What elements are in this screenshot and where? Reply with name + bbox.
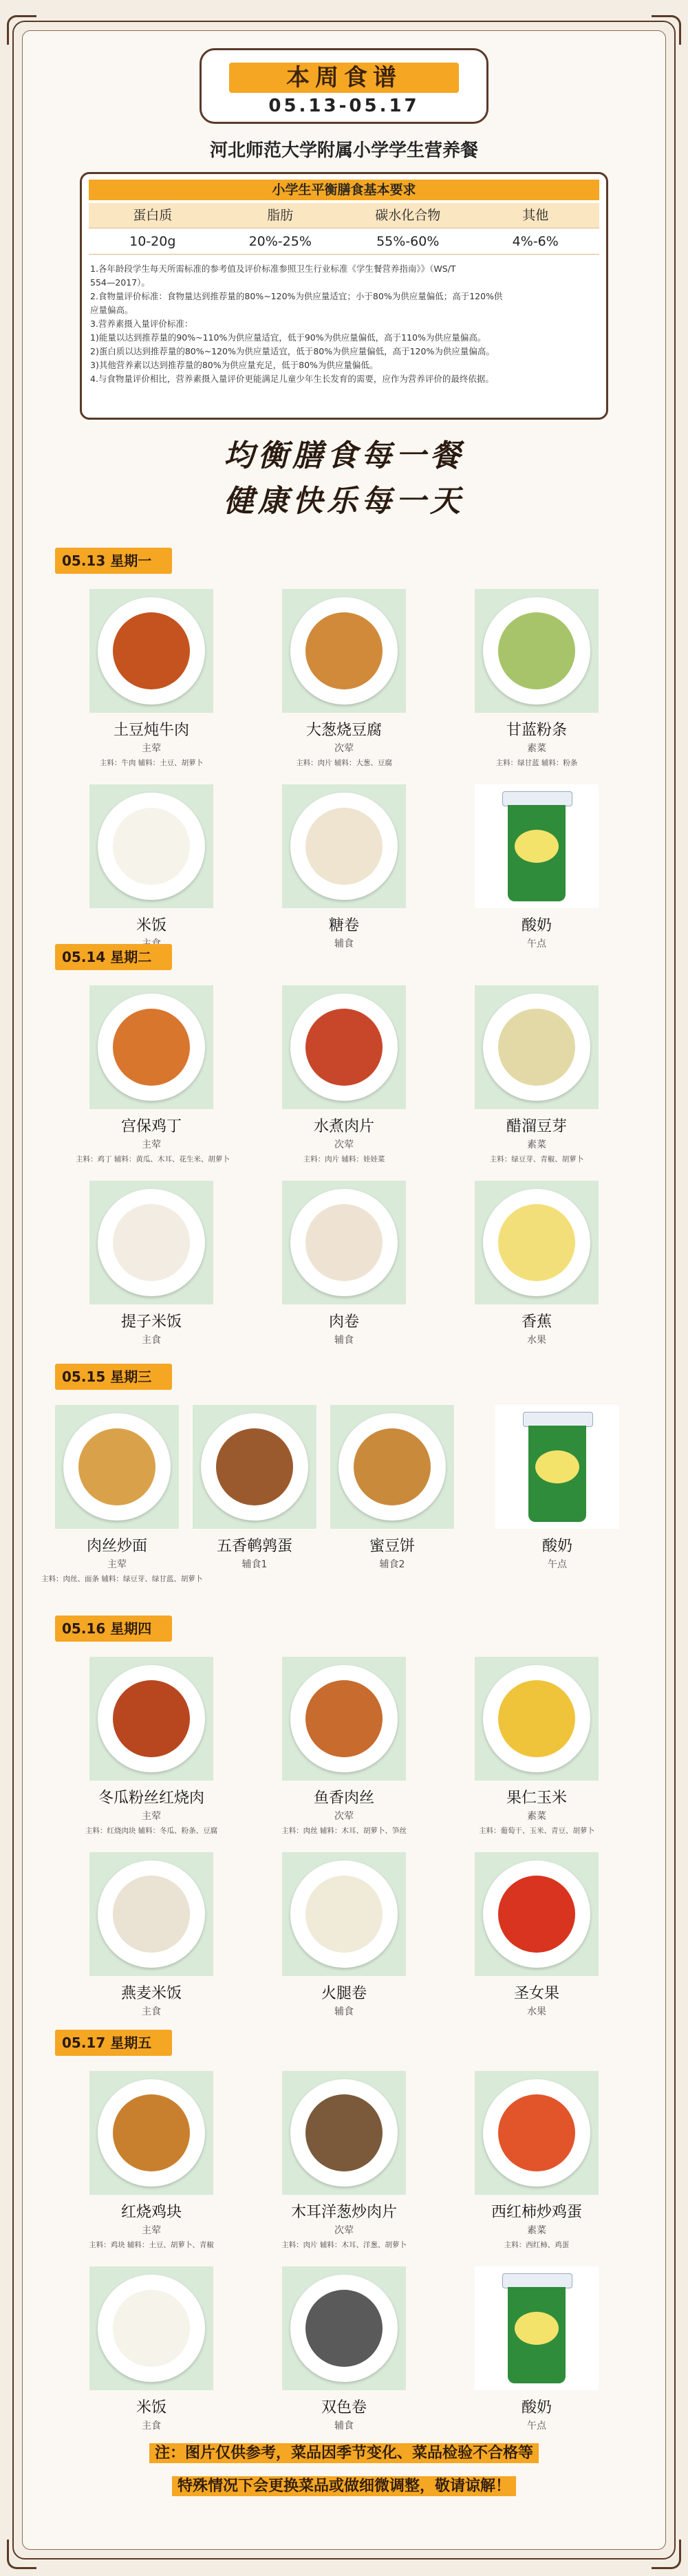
standard-note: 554—2017）。 [90, 277, 150, 288]
dish-card [268, 2071, 420, 2250]
standard-value: 20%-25% [248, 234, 312, 249]
food-icon [78, 1428, 155, 1505]
standard-header-row [89, 203, 599, 228]
dish-photo [89, 1181, 213, 1305]
dish-photo [89, 2071, 213, 2195]
food-icon [498, 1680, 575, 1757]
dish-name: 提子米饭 [120, 1313, 182, 1331]
dish-name: 糖卷 [328, 917, 359, 934]
dish-name: 酸奶 [541, 1538, 572, 1555]
dish-type: 水果 [527, 1335, 546, 1346]
corner-ornament [652, 15, 681, 45]
dish-type: 主食 [142, 2421, 161, 2432]
dish-type: 主荤 [142, 743, 161, 754]
dish-photo [475, 1181, 599, 1305]
dish-photo [282, 985, 406, 1109]
dish-name: 酸奶 [521, 2399, 552, 2416]
footer-note [0, 2441, 688, 2462]
dish-ingredients: 主料：红烧肉块 辅料：冬瓜、粉条、豆腐 [85, 1827, 218, 1835]
dish-photo [89, 1852, 213, 1976]
standard-note: 3)其他营养素以达到推荐量的80%为供应量充足，低于80%为供应量偏低。 [90, 360, 378, 370]
slogan-line: 均衡膳食每一餐 [224, 438, 464, 473]
dish-photo [475, 1657, 599, 1781]
dish-card [76, 1181, 227, 1346]
dish-photo [475, 1852, 599, 1976]
dish-name: 西红柿炒鸡蛋 [491, 2204, 582, 2221]
standard-notes [90, 262, 599, 386]
yogurt-lid [523, 1412, 593, 1427]
food-icon [216, 1428, 293, 1505]
dish-card [461, 1852, 612, 2018]
yogurt-lid [502, 2273, 572, 2288]
dish-photo [89, 589, 213, 713]
dish-name: 冬瓜粉丝红烧肉 [98, 1790, 204, 1807]
dish-ingredients: 主料：牛肉 辅料：土豆、胡萝卜 [99, 759, 204, 767]
dish-photo [89, 1657, 213, 1781]
food-icon [113, 1680, 190, 1757]
dish-name: 五香鹌鹑蛋 [216, 1538, 292, 1555]
standard-title: 小学生平衡膳食基本要求 [89, 180, 599, 200]
dish-photo [89, 784, 213, 908]
food-icon [305, 1876, 383, 1953]
dish-card [461, 589, 612, 768]
dish-card [76, 2266, 227, 2432]
standard-column-header: 碳水化合物 [375, 208, 441, 223]
dish-type: 主食 [142, 1335, 161, 1346]
dish-photo [89, 985, 213, 1109]
yogurt-label [515, 2312, 559, 2345]
nutrition-standard-box [80, 172, 608, 420]
corner-ornament [7, 2540, 36, 2569]
dish-ingredients: 主料：肉丝 辅料：木耳、胡萝卜、笋丝 [281, 1827, 407, 1835]
dish-card [461, 784, 612, 950]
dish-photo [475, 784, 599, 908]
dish-ingredients: 主料：西红柿、鸡蛋 [504, 2241, 570, 2249]
slogan-line: 健康快乐每一天 [224, 484, 464, 519]
standard-note: 1.各年龄段学生每天所需标准的参考值及评价标准参照卫生行业标准《学生餐营养指南》》（WS/T [90, 264, 456, 274]
standard-column-header: 脂肪 [267, 208, 294, 223]
dish-card [76, 1657, 227, 1836]
dish-photo [475, 2266, 599, 2390]
dish-type: 素菜 [527, 1811, 546, 1822]
food-icon [113, 2290, 190, 2367]
dish-ingredients: 主料：鸡丁 辅料：黄瓜、木耳、花生米、胡萝卜 [76, 1155, 230, 1163]
dish-photo [89, 2266, 213, 2390]
dish-type: 素菜 [527, 2225, 546, 2236]
standard-column-header: 其他 [522, 208, 549, 223]
dish-type: 主荤 [142, 1811, 161, 1822]
page-title: 本周食谱 [229, 63, 459, 93]
dish-card [268, 1657, 420, 1836]
dish-card [461, 985, 612, 1164]
dish-photo [55, 1405, 179, 1529]
standard-note: 应量偏高。 [90, 305, 133, 315]
dish-name: 米饭 [136, 2399, 166, 2416]
dish-card [76, 1852, 227, 2018]
food-icon [354, 1428, 431, 1505]
food-icon [113, 2094, 190, 2171]
dish-name: 火腿卷 [321, 1985, 367, 2002]
dish-card [76, 985, 230, 1164]
dish-photo [475, 589, 599, 713]
week-dates: 05.13-05.17 [268, 96, 420, 116]
food-icon [305, 1680, 383, 1757]
dish-photo [193, 1405, 316, 1529]
day-label: 05.15 星期三 [55, 1364, 172, 1390]
dish-name: 燕麦米饭 [120, 1985, 182, 2002]
dish-card [76, 784, 227, 950]
dish-photo [282, 1181, 406, 1305]
dish-name: 甘蓝粉条 [506, 722, 567, 739]
dish-name: 果仁玉米 [506, 1790, 567, 1807]
dish-name: 水煮肉片 [313, 1118, 374, 1135]
footer-line: 特殊情况下会更换菜品或做细微调整，敬请谅解！ [172, 2476, 516, 2496]
dish-card [268, 985, 420, 1164]
dish-type: 次荤 [334, 2225, 354, 2236]
dish-photo [282, 784, 406, 908]
day-label: 05.17 星期五 [55, 2030, 172, 2056]
dish-photo [282, 1852, 406, 1976]
standard-note: 4.与食物量评价相比，营养素摄入量评价更能满足儿童少年生长发育的需要，应作为营养评价的最终依据。 [90, 374, 494, 384]
yogurt-cup-icon [502, 791, 571, 901]
footer-line: 注：图片仅供参考，菜品因季节变化、菜品检验不合格等 [149, 2443, 539, 2463]
food-icon [498, 1204, 575, 1281]
dish-card [316, 1405, 468, 1571]
dish-ingredients: 主料：肉片 辅料：大葱、豆腐 [296, 759, 392, 767]
dish-type: 辅食1 [241, 1559, 268, 1570]
dish-photo [282, 1657, 406, 1781]
dish-photo [475, 985, 599, 1109]
dish-photo [475, 2071, 599, 2195]
dish-type: 辅食 [334, 938, 354, 949]
dish-name: 大葱烧豆腐 [305, 722, 382, 739]
dish-card [76, 589, 227, 768]
food-icon [498, 2094, 575, 2171]
dish-name: 酸奶 [521, 917, 552, 934]
standard-value: 55%-60% [376, 234, 440, 249]
yogurt-label [535, 1450, 579, 1483]
dish-name: 肉丝炒面 [86, 1538, 147, 1555]
dish-type: 素菜 [527, 1139, 546, 1150]
dish-name: 肉卷 [328, 1313, 359, 1331]
dish-ingredients: 主料：鸡块 辅料：土豆、胡萝卜、青椒 [89, 2241, 214, 2249]
dish-type: 水果 [527, 2006, 546, 2017]
dish-photo [330, 1405, 454, 1529]
yogurt-label [515, 830, 559, 863]
dish-name: 红烧鸡块 [120, 2204, 182, 2221]
dish-ingredients: 主料：肉片 辅料：娃娃菜 [303, 1155, 385, 1163]
yogurt-lid [502, 791, 572, 806]
day-label: 05.16 星期四 [55, 1616, 172, 1642]
standard-column-header: 蛋白质 [133, 208, 173, 223]
food-icon [305, 2094, 383, 2171]
standard-note: 1)能量以达到推荐量的90%~110%为供应量适宜，低于90%为供应量偏低，高于110%为供应量偏高。 [90, 332, 486, 343]
dish-photo [282, 589, 406, 713]
dish-card [461, 2266, 612, 2432]
dish-ingredients: 主料：葡萄干、玉米、青豆、胡萝卜 [479, 1827, 594, 1835]
dish-card [461, 2071, 612, 2250]
dish-type: 主荤 [142, 2225, 161, 2236]
standard-note: 2)蛋白质以达到推荐量的80%~120%为供应量适宜，低于80%为供应量偏低，高于120%为供应量偏高。 [90, 346, 495, 356]
dish-type: 次荤 [334, 1139, 354, 1150]
dish-card [461, 1181, 612, 1346]
footer-note [0, 2474, 688, 2496]
dish-type: 午点 [527, 938, 546, 949]
food-icon [113, 1009, 190, 1086]
food-icon [113, 1204, 190, 1281]
dish-name: 蜜豆饼 [369, 1538, 415, 1555]
food-icon [305, 808, 383, 885]
food-icon [498, 612, 575, 689]
dish-name: 宫保鸡丁 [120, 1118, 182, 1135]
dish-card [268, 1181, 420, 1346]
dish-name: 醋溜豆芽 [506, 1118, 567, 1135]
food-icon [498, 1876, 575, 1953]
dish-name: 鱼香肉丝 [313, 1790, 374, 1807]
school-name: 河北师范大学附属小学学生营养餐 [209, 140, 478, 161]
dish-type: 辅食2 [379, 1559, 405, 1570]
dish-photo [495, 1405, 619, 1529]
food-icon [305, 2290, 383, 2367]
dish-type: 主食 [142, 2006, 161, 2017]
food-icon [113, 1876, 190, 1953]
food-icon [113, 808, 190, 885]
dish-name: 木耳洋葱炒肉片 [290, 2204, 397, 2221]
dish-type: 素菜 [527, 743, 546, 754]
dish-type: 主荤 [142, 1139, 161, 1150]
dish-type: 辅食 [334, 2421, 354, 2432]
day-label: 05.14 星期二 [55, 944, 172, 970]
food-icon [305, 1009, 383, 1086]
standard-note: 3.营养素摄入量评价标准： [90, 319, 193, 329]
corner-ornament [652, 2540, 681, 2569]
dish-card [179, 1405, 330, 1571]
dish-card [41, 1405, 203, 1584]
dish-ingredients: 主料：肉丝、面条 辅料：绿豆芽、绿甘蓝、胡萝卜 [41, 1575, 203, 1583]
dish-ingredients: 主料：肉片 辅料：木耳、洋葱、胡萝卜 [281, 2241, 407, 2249]
dish-card [268, 784, 420, 950]
dish-type: 午点 [527, 2421, 546, 2432]
day-label: 05.13 星期一 [55, 548, 172, 574]
dish-card [482, 1405, 633, 1571]
dish-name: 米饭 [136, 917, 166, 934]
food-icon [305, 612, 383, 689]
yogurt-cup-icon [502, 2273, 571, 2383]
dish-name: 圣女果 [513, 1985, 559, 2002]
dish-card [76, 2071, 227, 2250]
standard-value: 4%-6% [512, 234, 559, 249]
food-icon [498, 1009, 575, 1086]
dish-ingredients: 主料：绿豆芽、青椒、胡萝卜 [489, 1155, 584, 1163]
standard-value: 10-20g [129, 234, 176, 249]
dish-card [461, 1657, 612, 1836]
dish-ingredients: 主料：绿甘蓝 辅料：粉条 [495, 759, 578, 767]
dish-card [268, 589, 420, 768]
dish-name: 土豆炖牛肉 [113, 722, 189, 739]
dish-card [268, 1852, 420, 2018]
yogurt-cup-icon [523, 1412, 592, 1522]
dish-type: 辅食 [334, 2006, 354, 2017]
dish-name: 双色卷 [321, 2399, 367, 2416]
standard-value-row [89, 229, 599, 255]
dish-type: 主荤 [107, 1559, 127, 1570]
standard-note: 2.食物量评价标准：食物量达到推荐量的80%~120%为供应量适宜；小于80%为供应量偏低；高于120%供 [90, 291, 503, 301]
corner-ornament [7, 15, 36, 45]
food-icon [113, 612, 190, 689]
dish-type: 午点 [548, 1559, 567, 1570]
food-icon [305, 1204, 383, 1281]
dish-type: 辅食 [334, 1335, 354, 1346]
dish-type: 次荤 [334, 743, 354, 754]
dish-name: 香蕉 [521, 1313, 552, 1331]
dish-type: 次荤 [334, 1811, 354, 1822]
title-box [200, 48, 488, 124]
dish-photo [282, 2266, 406, 2390]
dish-card [268, 2266, 420, 2432]
dish-photo [282, 2071, 406, 2195]
